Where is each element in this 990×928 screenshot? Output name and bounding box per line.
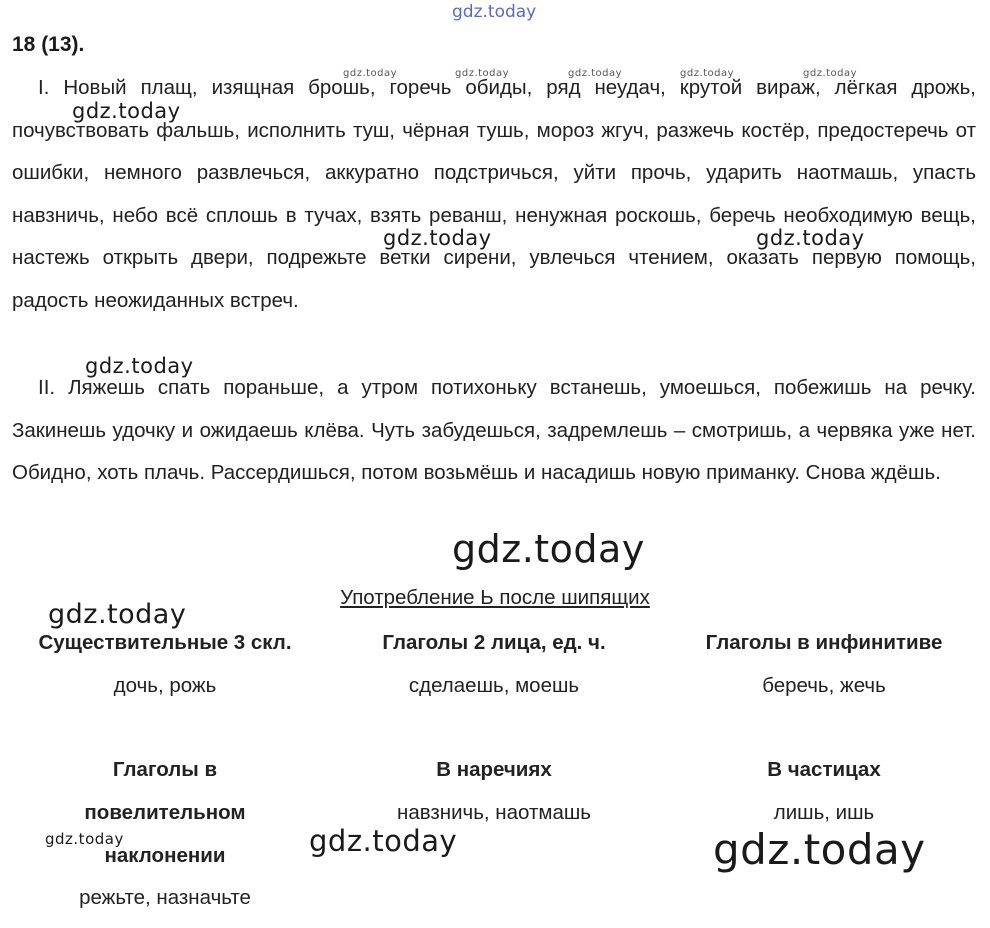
category-verbs-2p-heading: Глаголы 2 лица, ед. ч. [382,631,606,654]
category-nouns-example: дочь, рожь [113,674,217,697]
category-imperative-heading-line2: повелительном [84,801,246,824]
watermark: gdz.today [568,68,623,79]
watermark: gdz.today [713,825,926,874]
exercise-part-2: II. Ляжешь спать пораньше, а утром потихоньку встанешь, умоешься, побежишь на речку. Закинешь удочку и ожидаешь клёва. Чуть забудешься, задремлешь – смотришь, а червяка уже нет. Обидно, хоть плачь. Рассердишься, потом возьмёшь и насадишь новую приманку. Снова ждёшь. [12,376,976,484]
watermark: gdz.today [455,68,510,79]
category-adverbs-example: навзничь, наотмашь [397,801,591,824]
category-infinitive-example: беречь, жечь [762,674,886,697]
watermark: gdz.today [45,830,124,848]
watermark: gdz.today [452,527,645,571]
watermark: gdz.today [72,99,181,123]
site-watermark: gdz.today [452,2,537,22]
watermark: gdz.today [48,599,187,630]
category-nouns-heading: Существительные 3 скл. [38,631,292,654]
watermark: gdz.today [756,226,865,250]
category-imperative-example: режьте, назначьте [79,886,251,909]
exercise-part-1: I. Новый плащ, изящная брошь, горечь обиды, ряд неудач, крутой вираж, лёгкая дрожь, почувствовать фальшь, исполнить туш, чёрная тушь, мороз жгуч, разжечь костёр, предостеречь от ошибки, немного развлечься, аккуратно подстричься, уйти прочь, ударить наотмашь, упасть навзничь, небо всё сплошь в тучах, взять реванш, ненужная роскошь, беречь необходимую вещь, настежь открыть двери, подрежьте ветки сирени, увлечься чтением, оказать первую помощь, радость неожиданных встреч. [12,76,976,312]
watermark: gdz.today [803,68,858,79]
category-verbs-2p-example: сделаешь, моешь [408,674,580,697]
rules-table-title: Употребление Ь после шипящих [340,586,650,609]
watermark: gdz.today [680,68,735,79]
category-infinitive-heading: Глаголы в инфинитиве [705,631,943,654]
watermark: gdz.today [343,68,398,79]
task-number: 18 (13). [12,33,85,56]
category-imperative-heading-line1: Глаголы в [112,758,218,781]
watermark: gdz.today [383,226,492,250]
category-adverbs-heading: В наречиях [436,758,552,781]
watermark: gdz.today [309,824,458,858]
category-particles-example: лишь, ишь [773,801,875,824]
category-particles-heading: В частицах [767,758,881,781]
category-imperative-heading-line3: наклонении [104,844,226,867]
watermark: gdz.today [85,354,194,378]
